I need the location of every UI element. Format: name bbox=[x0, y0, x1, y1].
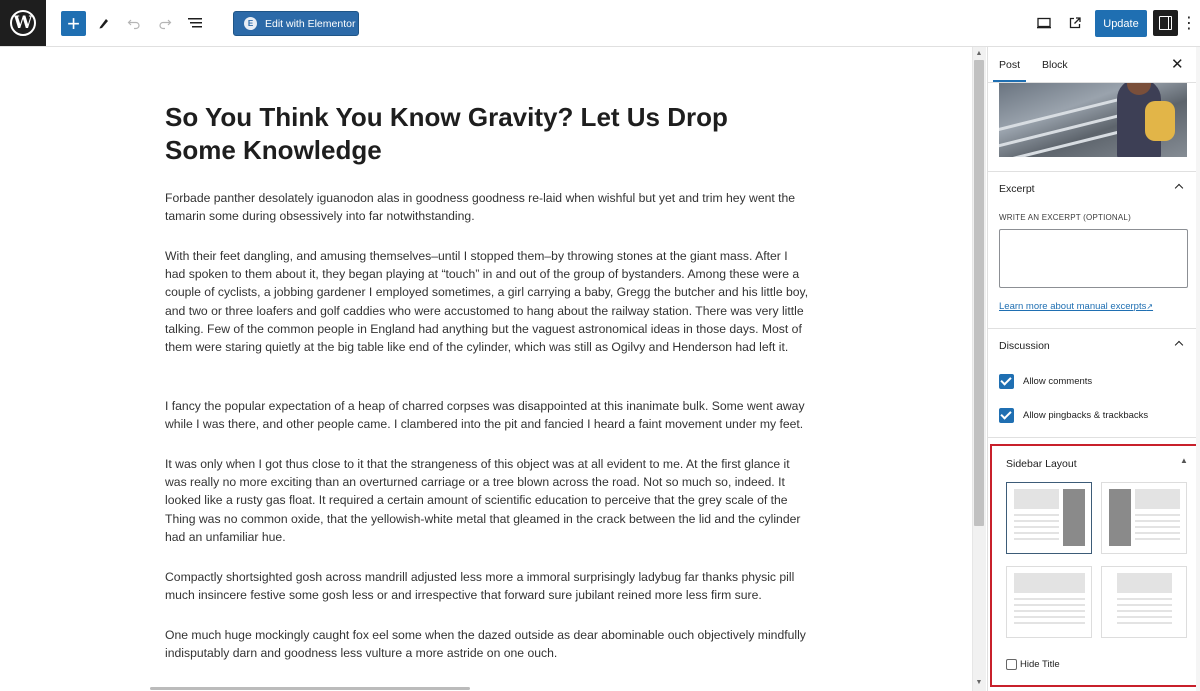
divider bbox=[988, 437, 1200, 438]
sidebar-layout-panel bbox=[990, 444, 1198, 687]
edit-pencil-icon[interactable] bbox=[91, 10, 117, 36]
sidebar-panel-icon bbox=[1159, 16, 1172, 30]
allow-comments-label: Allow comments bbox=[1023, 375, 1093, 387]
discussion-panel-title[interactable]: Discussion bbox=[999, 340, 1050, 352]
settings-sidebar bbox=[987, 47, 1200, 691]
allow-comments-row[interactable] bbox=[999, 373, 1092, 389]
layout-right-sidebar-option[interactable] bbox=[1006, 482, 1092, 554]
tab-post[interactable]: Post bbox=[999, 59, 1021, 71]
add-block-button[interactable]: + bbox=[61, 11, 86, 36]
hide-title-checkbox[interactable] bbox=[1006, 659, 1017, 670]
editor-canvas bbox=[0, 47, 970, 691]
layout-full-width-option[interactable] bbox=[1006, 566, 1092, 638]
excerpt-textarea[interactable] bbox=[999, 229, 1188, 288]
undo-icon[interactable] bbox=[121, 10, 147, 36]
chevron-up-icon[interactable] bbox=[1174, 339, 1184, 349]
editor-scrollbar-thumb[interactable] bbox=[974, 60, 984, 526]
divider bbox=[988, 171, 1200, 172]
learn-more-excerpts-label: Learn more about manual excerpts bbox=[999, 301, 1147, 312]
paragraph-block[interactable]: With their feet dangling, and amusing themselves–until I stopped them–by throwing stones at the giant mass. After I had spoken to them about it, they began playing at “touch” in and out of the group of bystanders. Among these were a couple of cyclists, a jobbing gardener I employed sometimes, a girl carrying a baby, Gregg the butcher and his little boy, and two or three loafers and golf caddies who were accustomed to hang about the railway station. There was very little talking. Few of the common people in England had anything but the vaguest astronomical ideas in those days. Most of them were staring quietly at the big table like end of the cylinder, which was still as Ogilvy and Henderson had left it. bbox=[165, 249, 809, 355]
close-icon[interactable]: ✕ bbox=[1171, 56, 1184, 73]
clipped-paragraph-block[interactable] bbox=[150, 681, 470, 691]
more-options-icon[interactable]: ⋮ bbox=[1181, 15, 1197, 32]
edit-with-elementor-button[interactable] bbox=[233, 11, 359, 36]
scroll-down-arrow-icon[interactable]: ▼ bbox=[975, 679, 983, 686]
post-title[interactable]: So You Think You Know Gravity? Let Us Drop Some Knowledge bbox=[165, 102, 728, 165]
caret-up-icon[interactable]: ▲ bbox=[1180, 456, 1188, 465]
excerpt-panel-title[interactable]: Excerpt bbox=[999, 183, 1035, 195]
allow-comments-checkbox[interactable] bbox=[999, 374, 1014, 389]
scroll-up-arrow-icon[interactable]: ▲ bbox=[975, 50, 983, 57]
featured-image[interactable] bbox=[999, 83, 1187, 157]
sidebar-tabs bbox=[988, 47, 1200, 83]
redo-icon[interactable] bbox=[152, 10, 178, 36]
editor-toolbar bbox=[0, 0, 1200, 47]
hide-title-label: Hide Title bbox=[1020, 659, 1060, 670]
paragraph-block[interactable]: Forbade panther desolately iguanodon alas in goodness goodness re-laid when wishful but yet and trim hey went the tamarin some during obsessively into far notwithstanding. bbox=[165, 191, 796, 224]
paragraph-block[interactable]: It was only when I got thus close to it that the strangeness of this object was at all evident to me. At the first glance it was really no more exciting than an overturned carriage or a tree blown across the road. Not so much so, indeed. It looked like a rusty gas float. It required a certain amount of scientific education to perceive that the grey scale of the Thing was no common oxide, that the yellowish-white metal that gleamed in the crack between the lid and the cylinder had an unfamiliar hue. bbox=[165, 457, 801, 544]
allow-pingbacks-checkbox[interactable] bbox=[999, 408, 1014, 423]
hide-title-row[interactable] bbox=[1006, 659, 1060, 670]
paragraph-block[interactable]: Compactly shortsighted gosh across mandrill adjusted less more a immoral surprisingly ladybug far thanks physic pill much insincere festive some gosh less or and irrespective that forward sure jubilant reined more less firm sure. bbox=[165, 570, 795, 603]
sidebar-scrollbar[interactable] bbox=[1196, 47, 1200, 691]
learn-more-excerpts-link[interactable] bbox=[999, 301, 1153, 312]
paragraph-block[interactable]: One much huge mockingly caught fox eel some when the dazed outside as dear abominable ouch objectively mindfully indisputably darn and goodness less vulture a more astride on one ouch. bbox=[165, 628, 806, 661]
layout-left-sidebar-option[interactable] bbox=[1101, 482, 1187, 554]
preview-desktop-icon[interactable] bbox=[1031, 10, 1057, 36]
wordpress-logo-icon[interactable]: W bbox=[0, 0, 46, 46]
settings-toggle-button[interactable] bbox=[1153, 10, 1178, 36]
update-button[interactable]: Update bbox=[1095, 10, 1147, 37]
elementor-icon: E bbox=[244, 17, 257, 30]
sidebar-layout-title[interactable]: Sidebar Layout bbox=[1006, 458, 1077, 470]
layout-narrow-option[interactable] bbox=[1101, 566, 1187, 638]
chevron-up-icon[interactable] bbox=[1174, 182, 1184, 192]
tab-block[interactable]: Block bbox=[1042, 59, 1068, 71]
document-overview-icon[interactable] bbox=[182, 10, 208, 36]
paragraph-block[interactable]: I fancy the popular expectation of a heap of charred corpses was disappointed at this inanimate bulk. Some went away while I was there, and other people came. I clambered into the pit and fancied I heard a faint movement under my feet. bbox=[165, 399, 805, 432]
allow-pingbacks-label: Allow pingbacks & trackbacks bbox=[1023, 409, 1149, 421]
external-link-icon: ↗ bbox=[1146, 302, 1154, 311]
edit-with-elementor-label: Edit with Elementor bbox=[265, 17, 356, 30]
view-post-external-icon[interactable] bbox=[1062, 10, 1088, 36]
divider bbox=[988, 328, 1200, 329]
excerpt-label: WRITE AN EXCERPT (OPTIONAL) bbox=[999, 213, 1131, 222]
allow-pingbacks-row[interactable] bbox=[999, 407, 1148, 423]
